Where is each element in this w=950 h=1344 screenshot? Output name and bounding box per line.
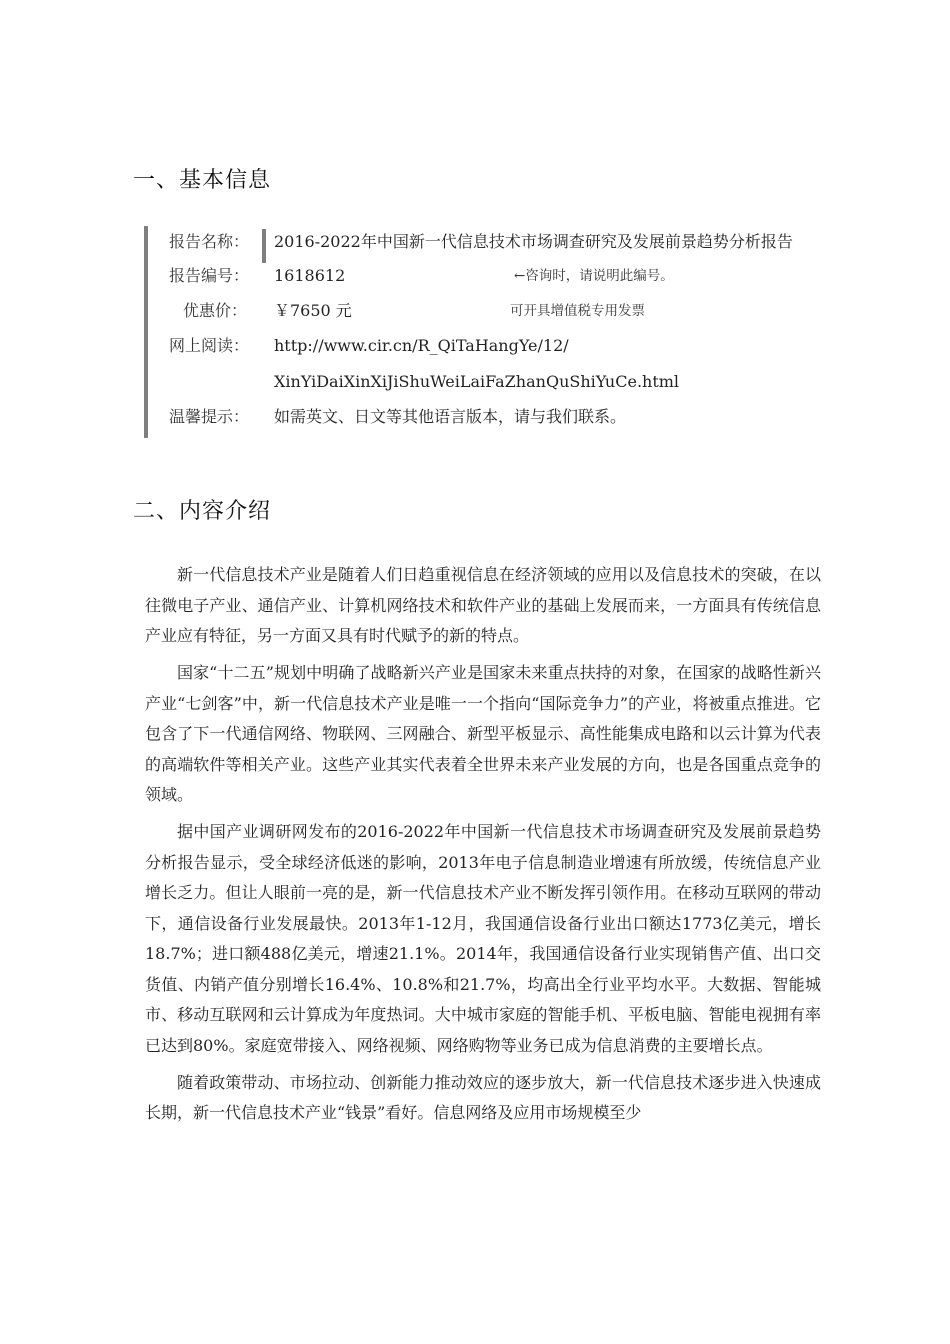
section-title-content: 二、内容介绍 <box>133 499 272 524</box>
tip-text: 如需英文、日文等其他语言版本，请与我们联系。 <box>274 407 627 426</box>
report-name: 2016-2022年中国新一代信息技术市场调查研究及发展前景趋势分析报告 <box>274 232 793 251</box>
price-label: 优惠价： <box>182 301 247 320</box>
price-value: ￥7650 元 <box>274 301 352 320</box>
url-line-2[interactable]: XinYiDaiXinXiJiShuWeiLaiFaZhanQuShiYuCe.html <box>274 372 680 391</box>
paragraph-2: 国家“十二五”规划中明确了战略新兴产业是国家未来重点扶持的对象，在国家的战略性新兴产业“七剑客”中，新一代信息技术产业是唯一一个指向“国际竞争力”的产业，将被重点推进。它包含了下一代通信网络、物联网、三网融合、新型平板显示、高性能集成电路和以云计算为代表的高端软件等相关产业。这些产业其实代表着全世界未来产业发展的方向，也是各国重点竞争的领域。 <box>145 663 821 804</box>
paragraph-1: 新一代信息技术产业是随着人们日趋重视信息在经济领域的应用以及信息技术的突破，在以往微电子产业、通信产业、计算机网络技术和软件产业的基础上发展而来，一方面具有传统信息产业应有特征，另一方面又具有时代赋予的新的特点。 <box>145 565 821 645</box>
section-title-basic-info: 一、基本信息 <box>133 168 272 193</box>
paragraph-3: 据中国产业调研网发布的2016-2022年中国新一代信息技术市场调查研究及发展前景趋势分析报告显示，受全球经济低迷的影响，2013年电子信息制造业增速有所放缓，传统信息产业增长乏力。但让人眼前一亮的是，新一代信息技术产业不断发挥引领作用。在移动互联网的带动下，通信设备行业发展最快。2013年1-12月，我国通信设备行业出口额达1773亿美元，增长18.7%；进口额488亿美元，增速21.1%。2014年，我国通信设备行业实现销售产值、出口交货值、内销产值分别增长16.4%、10.8%和21.7%，均高出全行业平均水平。大数据、智能城市、移动互联网和云计算成为年度热词。大中城市家庭的智能手机、平板电脑、智能电视拥有率已达到80%。家庭宽带接入、网络视频、网络购物等业务已成为信息消费的主要增长点。 <box>145 822 821 1055</box>
price <box>274 296 645 326</box>
paragraph-4: 随着政策带动、市场拉动、创新能力推动效应的逐步放大，新一代信息技术逐步进入快速成长期，新一代信息技术产业“钱景”看好。信息网络及应用市场规模至少 <box>145 1072 821 1122</box>
url-line-1[interactable]: http://www.cir.cn/R_QiTaHangYe/12/ <box>274 336 569 355</box>
basic-info-box <box>144 226 828 438</box>
report-no-note: ←咨询时，请说明此编号。 <box>514 268 674 284</box>
report-no <box>274 261 674 291</box>
tip-label: 温馨提示： <box>169 407 250 426</box>
report-name-label: 报告名称： <box>169 232 250 251</box>
price-note: 可开具增值税专用发票 <box>510 303 645 319</box>
title-divider <box>262 229 266 263</box>
report-no-label: 报告编号： <box>169 266 250 285</box>
report-no-value: 1618612 <box>274 266 346 285</box>
content-body <box>145 560 821 1135</box>
online-label: 网上阅读： <box>169 336 250 355</box>
